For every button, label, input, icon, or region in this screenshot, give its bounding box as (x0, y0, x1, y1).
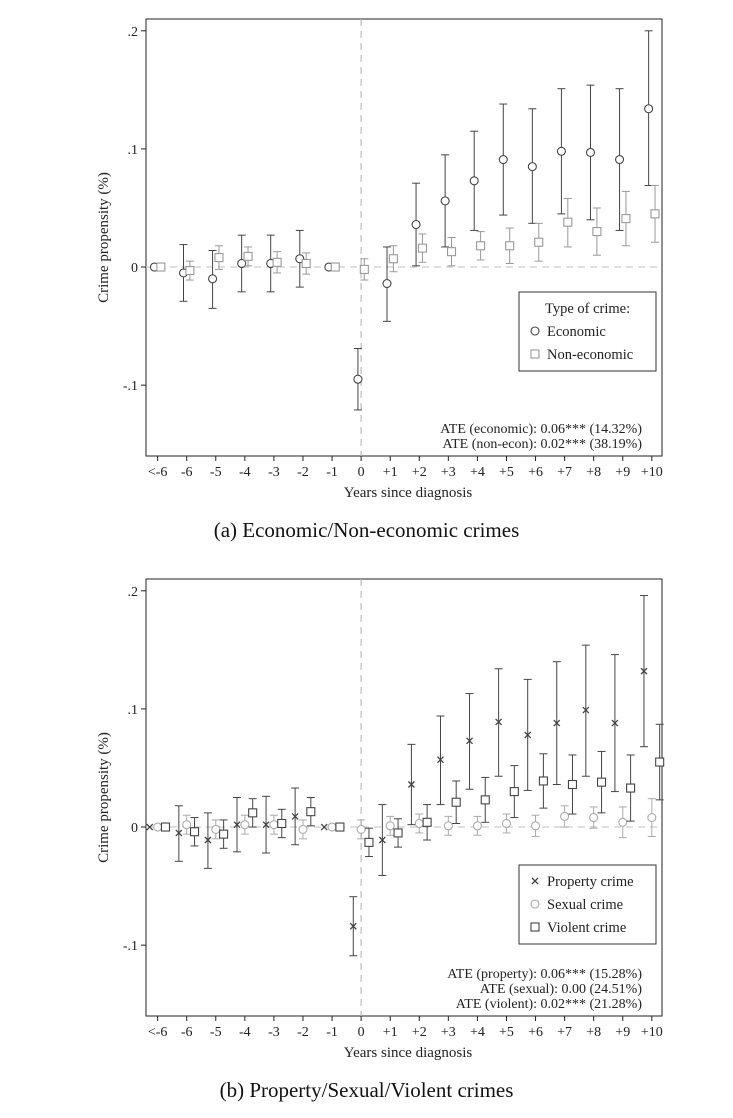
legend-marker (531, 900, 539, 908)
data-point (564, 218, 572, 226)
data-point (539, 777, 547, 785)
data-point (336, 823, 344, 831)
data-point (448, 248, 456, 256)
x-tick-label: +7 (557, 465, 573, 480)
x-tick-label: 0 (357, 465, 365, 480)
x-tick-label: +6 (528, 465, 543, 480)
data-point (220, 830, 228, 838)
chart-panel-property-sexual-violent (0, 560, 733, 1118)
legend-marker (531, 923, 539, 931)
legend (519, 292, 656, 371)
legend-entry: Violent crime (547, 920, 627, 936)
data-point (651, 210, 659, 218)
plot-frame (146, 579, 662, 1016)
x-tick-label: +8 (586, 465, 602, 480)
x-tick-label: -2 (297, 465, 309, 480)
data-point (273, 258, 281, 266)
x-tick-label: +4 (469, 1025, 485, 1040)
y-tick-label: -.1 (122, 379, 138, 395)
data-point (270, 821, 278, 829)
legend-marker (531, 350, 539, 358)
data-point (331, 263, 339, 271)
data-point (394, 829, 402, 837)
data-point (186, 267, 194, 275)
chart-caption: (b) Property/Sexual/Violent crimes (219, 1078, 514, 1102)
ate-annotation: ATE (sexual): 0.00 (24.51%) (479, 982, 642, 997)
data-point (209, 275, 217, 283)
x-tick-label: -3 (268, 1025, 280, 1040)
y-tick-label: 0 (131, 821, 138, 837)
data-point (473, 822, 481, 830)
data-point (557, 147, 565, 155)
x-tick-label: +2 (411, 465, 427, 480)
data-point (215, 254, 223, 262)
x-tick-label: -6 (180, 465, 193, 480)
data-point (423, 818, 431, 826)
x-tick-label: +3 (440, 465, 456, 480)
plot-frame (146, 19, 662, 456)
data-point (386, 822, 394, 830)
ate-annotation: ATE (non-econ): 0.02*** (38.19%) (442, 437, 642, 452)
x-tick-label: +2 (411, 1025, 427, 1040)
legend (519, 865, 656, 944)
data-point (627, 784, 635, 792)
x-tick-label: +5 (499, 465, 514, 480)
legend-title: Type of crime: (545, 301, 631, 317)
x-tick-label: <-6 (147, 1025, 168, 1040)
data-point (477, 242, 485, 250)
data-point (360, 265, 368, 273)
data-point (365, 838, 373, 846)
data-point (383, 280, 391, 288)
x-tick-label: -2 (297, 1025, 309, 1040)
x-tick-label: +1 (382, 1025, 398, 1040)
legend-marker (531, 327, 539, 335)
data-point (502, 819, 510, 827)
series-non-economic (157, 186, 659, 280)
legend-entry: Economic (547, 324, 606, 340)
data-point (590, 814, 598, 822)
x-tick-label: +7 (557, 1025, 573, 1040)
series-sexual-crime (154, 799, 656, 839)
y-tick-label: 0 (131, 261, 138, 277)
ate-annotation: ATE (property): 0.06*** (15.28%) (447, 967, 642, 982)
x-tick-label: -6 (180, 1025, 193, 1040)
y-axis-label: Crime propensity (%) (96, 732, 112, 863)
data-point (481, 796, 489, 804)
data-point (648, 814, 656, 822)
data-point (183, 821, 191, 829)
y-tick-label: .1 (127, 142, 138, 158)
ate-annotation: ATE (economic): 0.06*** (14.32%) (440, 422, 642, 437)
data-point (307, 808, 315, 816)
data-point (444, 822, 452, 830)
x-tick-label: +6 (528, 1025, 543, 1040)
x-tick-label: -5 (209, 1025, 222, 1040)
data-point (212, 825, 220, 833)
x-tick-label: +8 (586, 1025, 602, 1040)
x-tick-label: +10 (640, 465, 663, 480)
x-axis-label: Years since diagnosis (343, 1045, 473, 1061)
x-tick-label: +3 (440, 1025, 456, 1040)
y-tick-label: .2 (127, 24, 138, 40)
data-point (441, 197, 449, 205)
data-point (470, 177, 478, 185)
x-tick-label: +10 (640, 1025, 663, 1040)
x-tick-label: -1 (326, 465, 338, 480)
y-axis-label: Crime propensity (%) (96, 172, 112, 303)
data-point (561, 812, 569, 820)
x-tick-label: +9 (615, 1025, 631, 1040)
x-tick-label: -3 (268, 465, 280, 480)
data-point (278, 819, 286, 827)
data-point (415, 819, 423, 827)
data-point (528, 163, 536, 171)
x-axis-label: Years since diagnosis (343, 485, 473, 501)
data-point (656, 758, 664, 766)
chart-panel-economic (0, 0, 733, 550)
data-point (154, 823, 162, 831)
data-point (412, 221, 420, 229)
data-point (354, 375, 362, 383)
data-point (357, 825, 365, 833)
data-point (645, 105, 653, 113)
data-point (506, 242, 514, 250)
data-point (535, 238, 543, 246)
x-tick-label: +4 (469, 465, 485, 480)
data-point (299, 825, 307, 833)
data-point (499, 156, 507, 164)
data-point (418, 244, 426, 252)
ate-annotation: ATE (violent): 0.02*** (21.28%) (455, 997, 642, 1012)
chart-caption: (a) Economic/Non-economic crimes (213, 518, 520, 542)
chart-property-sexual-violent (0, 560, 733, 1075)
data-point (157, 263, 165, 271)
data-point (191, 828, 199, 836)
data-point (389, 255, 397, 263)
x-tick-label: -4 (239, 1025, 251, 1040)
y-tick-label: .1 (127, 702, 138, 718)
x-tick-label: -1 (326, 1025, 338, 1040)
data-point (161, 823, 169, 831)
data-point (568, 781, 576, 789)
data-point (622, 215, 630, 223)
data-point (510, 788, 518, 796)
data-point (598, 778, 606, 786)
data-point (532, 822, 540, 830)
data-point (593, 228, 601, 236)
y-tick-label: -.1 (122, 939, 138, 955)
chart-economic (0, 0, 733, 515)
data-point (302, 259, 310, 267)
y-tick-label: .2 (127, 584, 138, 600)
x-tick-label: +1 (382, 465, 398, 480)
x-tick-label: -5 (209, 465, 222, 480)
data-point (244, 252, 252, 260)
data-point (586, 148, 594, 156)
legend-entry: Non-economic (547, 347, 634, 363)
data-point (616, 156, 624, 164)
x-tick-label: 0 (357, 1025, 365, 1040)
legend-entry: Sexual crime (547, 897, 624, 913)
x-tick-label: <-6 (147, 465, 168, 480)
data-point (619, 818, 627, 826)
x-tick-label: -4 (239, 465, 251, 480)
data-point (241, 821, 249, 829)
data-point (328, 823, 336, 831)
x-tick-label: +9 (615, 465, 631, 480)
legend-entry: Property crime (547, 874, 634, 890)
x-tick-label: +5 (499, 1025, 514, 1040)
data-point (249, 809, 257, 817)
data-point (452, 798, 460, 806)
